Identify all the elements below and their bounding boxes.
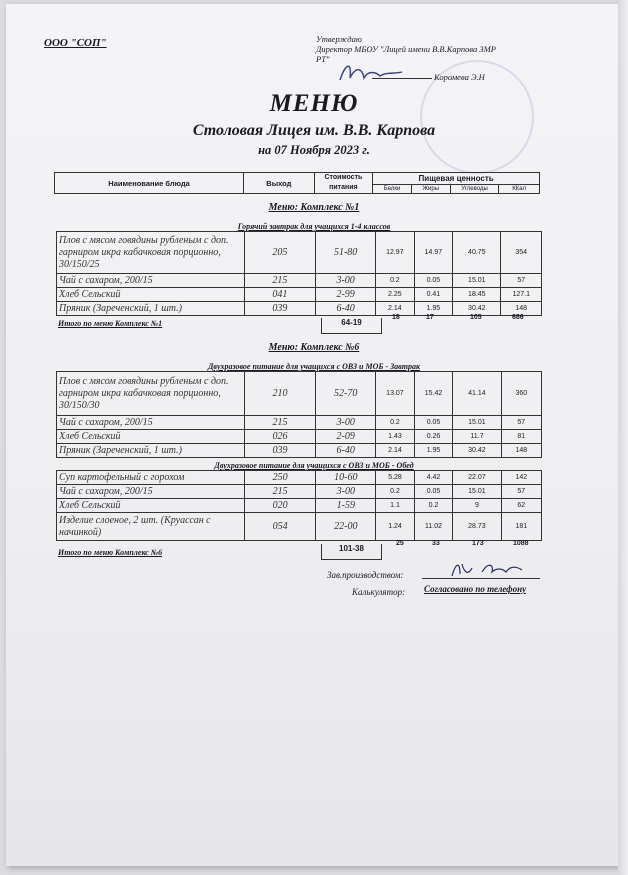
complex6-total-cost: 101-38 bbox=[321, 544, 382, 560]
director-signature bbox=[336, 60, 406, 93]
dish-carbs: 18.45 bbox=[453, 288, 501, 302]
production-manager-signature bbox=[448, 558, 528, 587]
dish-proteins: 2.14 bbox=[376, 302, 415, 316]
complex1-title: Меню: Комплекс №1 bbox=[268, 202, 360, 213]
dish-name: Хлеб Сельский bbox=[57, 288, 245, 302]
dish-fats: 0.05 bbox=[414, 274, 453, 288]
dish-cost: 1-59 bbox=[316, 499, 376, 513]
dish-cost: 10-60 bbox=[316, 471, 376, 485]
complex1-total-carbs: 105 bbox=[470, 314, 482, 321]
table-row bbox=[57, 430, 542, 444]
production-manager-label: Зав.производством: bbox=[327, 570, 404, 580]
dish-yield: 250 bbox=[244, 471, 316, 485]
dish-yield: 215 bbox=[244, 416, 316, 430]
dish-cost: 3-00 bbox=[316, 274, 376, 288]
table-row bbox=[57, 416, 542, 430]
dish-carbs: 15.01 bbox=[453, 274, 501, 288]
dish-carbs: 22.07 bbox=[453, 471, 501, 485]
col-nutrition-header: Пищевая ценность bbox=[373, 173, 540, 185]
dish-proteins: 1.43 bbox=[376, 430, 415, 444]
col-fats-header: Жиры bbox=[411, 184, 450, 193]
table-row bbox=[57, 372, 542, 416]
dish-fats: 0.05 bbox=[414, 416, 453, 430]
dish-yield: 215 bbox=[244, 274, 316, 288]
director-name: Коромева Э.Н bbox=[434, 72, 485, 82]
dish-kcal: 57 bbox=[501, 274, 542, 288]
dish-kcal: 142 bbox=[501, 471, 541, 485]
dish-proteins: 2.14 bbox=[376, 444, 415, 458]
complex1-table bbox=[56, 231, 542, 316]
dish-carbs: 28.73 bbox=[453, 513, 501, 541]
complex6-total-fats: 33 bbox=[432, 540, 440, 547]
dish-kcal: 62 bbox=[501, 499, 541, 513]
dish-yield: 210 bbox=[244, 372, 316, 416]
dish-carbs: 30.42 bbox=[453, 444, 501, 458]
dish-fats: 14.97 bbox=[414, 232, 453, 274]
dish-name: Хлеб Сельский bbox=[57, 499, 245, 513]
complex6-group1-title: Двухразовое питание для учащихся с ОВЗ и МОБ - Завтрак bbox=[207, 362, 421, 371]
dish-cost: 6-40 bbox=[316, 444, 376, 458]
dish-carbs: 41.14 bbox=[453, 372, 501, 416]
dish-proteins: 12.97 bbox=[376, 232, 415, 274]
dish-fats: 0.26 bbox=[414, 430, 453, 444]
dish-proteins: 0.2 bbox=[376, 416, 415, 430]
complex1-total-cost: 64-19 bbox=[321, 318, 382, 334]
table-row bbox=[57, 288, 542, 302]
approval-position: Директор МБОУ "Лицей имени В.В.Карпова ЗМР bbox=[316, 44, 496, 54]
dish-yield: 215 bbox=[244, 485, 316, 499]
dish-carbs: 15.01 bbox=[453, 485, 501, 499]
dish-fats: 0.2 bbox=[414, 499, 453, 513]
complex6-total-carbs: 173 bbox=[472, 540, 484, 547]
dish-yield: 041 bbox=[244, 288, 316, 302]
col-name-header: Наименование блюда bbox=[55, 173, 244, 194]
page-subtitle: Столовая Лицея им. В.В. Карпова bbox=[192, 122, 436, 139]
dish-fats: 0.05 bbox=[414, 485, 453, 499]
table-row bbox=[57, 485, 542, 499]
dish-fats: 1.95 bbox=[414, 302, 453, 316]
dish-kcal: 360 bbox=[501, 372, 541, 416]
dish-proteins: 2.25 bbox=[376, 288, 415, 302]
dish-carbs: 30.42 bbox=[453, 302, 501, 316]
complex6-lunch-table bbox=[56, 470, 542, 541]
dish-carbs: 11.7 bbox=[453, 430, 501, 444]
dish-cost: 52-70 bbox=[316, 372, 376, 416]
dish-proteins: 0.2 bbox=[376, 274, 415, 288]
dish-name: Пряник (Зареченский, 1 шт.) bbox=[57, 302, 245, 316]
dish-kcal: 57 bbox=[501, 485, 541, 499]
table-row bbox=[57, 513, 542, 541]
dish-name: Хлеб Сельский bbox=[57, 430, 245, 444]
complex6-total-kcal: 1088 bbox=[513, 540, 529, 547]
dish-yield: 039 bbox=[244, 444, 316, 458]
dish-name: Чай с сахаром, 200/15 bbox=[57, 274, 245, 288]
complex6-total-proteins: 25 bbox=[396, 540, 404, 547]
dish-proteins: 1.24 bbox=[376, 513, 414, 541]
complex1-group-title: Горячий завтрак для учащихся 1-4 классов bbox=[237, 222, 391, 231]
complex6-group2-title: Двухразовое питание для учащихся с ОВЗ и МОБ - Обед bbox=[214, 461, 414, 470]
dish-carbs: 40.75 bbox=[453, 232, 501, 274]
col-carbs-header: Углеводы bbox=[450, 184, 499, 193]
dish-kcal: 354 bbox=[501, 232, 542, 274]
dish-kcal: 148 bbox=[501, 302, 542, 316]
complex6-title: Меню: Комплекс №6 bbox=[268, 342, 360, 353]
dish-name: Пряник (Зареченский, 1 шт.) bbox=[57, 444, 245, 458]
dish-cost: 51-80 bbox=[316, 232, 376, 274]
dish-cost: 3-00 bbox=[316, 416, 376, 430]
dish-name: Плов с мясом говядины рубленым с доп. гарниром икра кабачковая порционно, 30/150/25 bbox=[57, 232, 245, 274]
dish-fats: 4.42 bbox=[414, 471, 453, 485]
dish-name: Чай с сахаром, 200/15 bbox=[57, 485, 245, 499]
dish-kcal: 148 bbox=[501, 444, 541, 458]
dish-name: Суп картофельный с горохом bbox=[57, 471, 245, 485]
dish-yield: 026 bbox=[244, 430, 316, 444]
dish-carbs: 15.01 bbox=[453, 416, 501, 430]
dish-carbs: 9 bbox=[453, 499, 501, 513]
dish-kcal: 57 bbox=[501, 416, 541, 430]
col-proteins-header: Белки bbox=[373, 184, 412, 193]
dish-name: Чай с сахаром, 200/15 bbox=[57, 416, 245, 430]
menu-date: на 07 Ноября 2023 г. bbox=[258, 143, 370, 157]
table-header bbox=[54, 172, 540, 194]
col-cost-header: Стоимость питания bbox=[314, 173, 373, 194]
dish-proteins: 5.28 bbox=[376, 471, 414, 485]
dish-fats: 0.41 bbox=[414, 288, 453, 302]
dish-yield: 054 bbox=[244, 513, 316, 541]
dish-kcal: 81 bbox=[501, 430, 541, 444]
dish-kcal: 181 bbox=[501, 513, 541, 541]
approval-position-end: РТ" bbox=[316, 54, 330, 64]
dish-proteins: 0.2 bbox=[376, 485, 414, 499]
dish-cost: 3-00 bbox=[316, 485, 376, 499]
table-row bbox=[57, 274, 542, 288]
complex6-breakfast-table bbox=[56, 371, 542, 458]
dish-yield: 020 bbox=[244, 499, 316, 513]
approval-heading: Утверждаю bbox=[316, 34, 362, 44]
calculator-label: Калькулятор: bbox=[352, 587, 406, 597]
complex1-total-label: Итого по меню Комплекс №1 bbox=[58, 319, 163, 328]
col-yield-header: Выход bbox=[244, 173, 314, 194]
table-row bbox=[57, 444, 542, 458]
dish-proteins: 13.07 bbox=[376, 372, 415, 416]
dish-fats: 1.95 bbox=[414, 444, 453, 458]
dish-name: Плов с мясом говядины рубленым с доп. гарниром икра кабачковая порционно, 30/150/30 bbox=[57, 372, 245, 416]
complex1-total-proteins: 18 bbox=[392, 314, 400, 321]
dish-cost: 2-09 bbox=[316, 430, 376, 444]
table-row bbox=[57, 471, 542, 485]
complex1-total-kcal: 686 bbox=[512, 314, 524, 321]
dish-yield: 039 bbox=[244, 302, 316, 316]
dish-yield: 205 bbox=[244, 232, 316, 274]
dish-cost: 22-00 bbox=[316, 513, 376, 541]
dish-cost: 6-40 bbox=[316, 302, 376, 316]
dish-cost: 2-99 bbox=[316, 288, 376, 302]
dish-proteins: 1.1 bbox=[376, 499, 414, 513]
dish-fats: 15.42 bbox=[414, 372, 453, 416]
dish-name: Изделие слоеное, 2 шт. (Круассан с начинкой) bbox=[57, 513, 245, 541]
complex1-total-fats: 17 bbox=[426, 314, 434, 321]
calculator-value: Согласовано по телефону bbox=[424, 584, 527, 594]
table-row bbox=[57, 499, 542, 513]
dish-kcal: 127.1 bbox=[501, 288, 542, 302]
page-title: МЕНЮ bbox=[269, 90, 359, 117]
dish-fats: 11.02 bbox=[414, 513, 453, 541]
complex6-total-label: Итого по меню Комплекс №6 bbox=[58, 548, 163, 557]
signature-line bbox=[372, 78, 432, 79]
table-row bbox=[57, 232, 542, 274]
organization-name: ООО "СОП" bbox=[44, 37, 107, 49]
table-row bbox=[57, 302, 542, 316]
col-kcal-header: ККал bbox=[499, 184, 540, 193]
